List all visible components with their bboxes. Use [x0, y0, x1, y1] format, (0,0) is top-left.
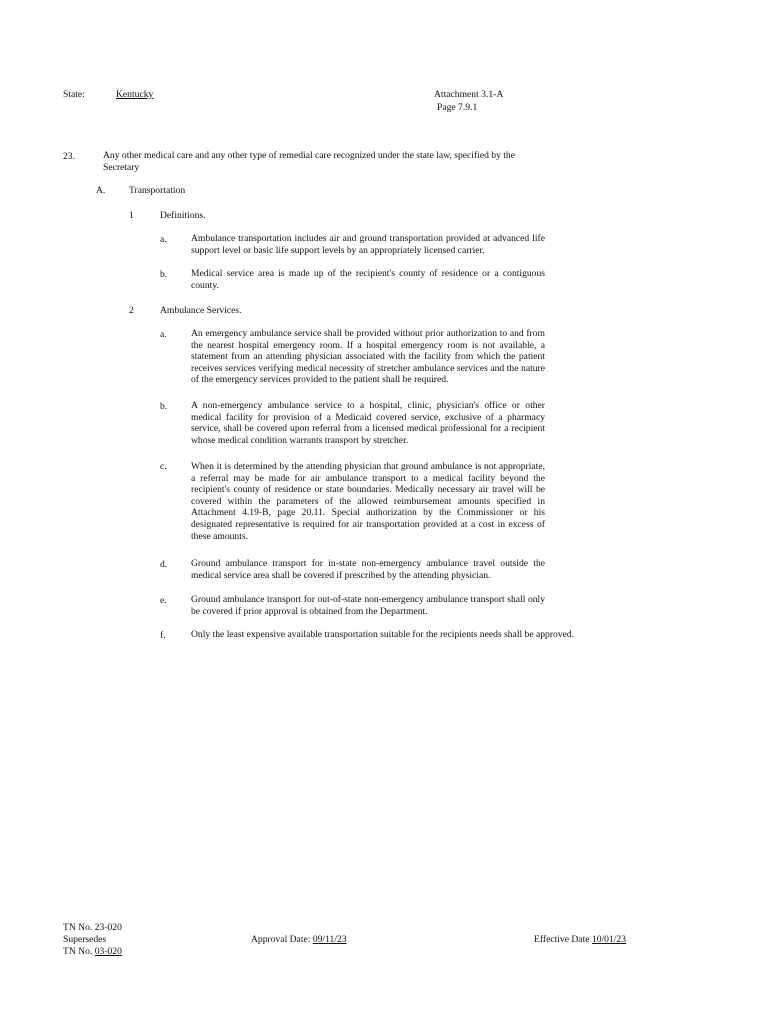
subsection-letter: A.	[96, 185, 106, 196]
section-number: 23.	[63, 151, 75, 162]
list-item-label: e.	[160, 595, 167, 606]
attachment-number: Attachment 3.1-A	[434, 89, 504, 100]
part1-title: Definitions.	[160, 210, 206, 221]
footer-tn-previous: TN No. 03-020	[63, 946, 122, 957]
list-item-label: b.	[160, 269, 168, 280]
list-item-text: Ambulance transportation includes air and ground transportation provided at advanced life support level or basic life support levels by an appropriately licensed carrier.	[191, 233, 545, 256]
list-item-label: d.	[160, 559, 168, 570]
part2-number: 2	[129, 305, 134, 316]
list-item-label: a.	[160, 234, 167, 245]
list-item-text: Medical service area is made up of the recipient's county of residence or a contiguous county.	[191, 268, 545, 291]
footer-tn: TN No. 23-020	[63, 922, 122, 933]
state-value: Kentucky	[116, 89, 154, 100]
list-item-label: f.	[160, 630, 166, 641]
state-label: State:	[63, 89, 85, 100]
footer-approval-date: Approval Date: 09/11/23	[251, 934, 347, 945]
page-number: Page 7.9.1	[437, 102, 478, 113]
subsection-title: Transportation	[129, 185, 186, 196]
list-item-text: A non-emergency ambulance service to a hospital, clinic, physician's office or other medical facility for provision of a Medicaid covered service, exclusive of a pharmacy service, shall be covered upon referral from a licensed medical professional for a recipient whose medical condition warrants transport by stretcher.	[191, 400, 545, 446]
part1-number: 1	[129, 210, 134, 221]
list-item-label: b.	[160, 401, 168, 412]
list-item-label: a.	[160, 329, 167, 340]
list-item-text: Ground ambulance transport for out-of-state non-emergency ambulance transport shall only be covered if prior approval is obtained from the Department.	[191, 594, 545, 617]
part2-title: Ambulance Services.	[160, 305, 242, 316]
list-item-text: Ground ambulance transport for in-state non-emergency ambulance travel outside the medical service area shall be covered if prescribed by the attending physician.	[191, 558, 545, 581]
list-item-text: Only the least expensive available transportation suitable for the recipients needs shall be approved.	[191, 629, 575, 640]
section-text: Any other medical care and any other type of remedial care recognized under the state law, specified by the Secretary	[103, 150, 515, 173]
list-item-label: c.	[160, 461, 167, 472]
footer-supersedes: Supersedes	[63, 934, 107, 945]
list-item-text: When it is determined by the attending physician that ground ambulance is not appropriate, a referral may be made for air ambulance transport to a medical facility beyond the recipient's county of residence or state boundaries. Medically necessary air travel will be covered within the parameters of the allowed reimbursement amounts specified in Attachment 4.19-B, page 20.11. Special authorization by the Commissioner or his designated representative is required for air transportation provided at a cost in excess of these amounts.	[191, 461, 545, 542]
list-item-text: An emergency ambulance service shall be provided without prior authorization to and from the nearest hospital emergency room. If a hospital emergency room is not available, a statement from an attending physician associated with the facility from which the patient receives services verifying medical necessity of stretcher ambulance services and the nature of the emergency services provided to the patient shall be required.	[191, 328, 545, 386]
footer-effective-date: Effective Date 10/01/23	[534, 934, 627, 945]
